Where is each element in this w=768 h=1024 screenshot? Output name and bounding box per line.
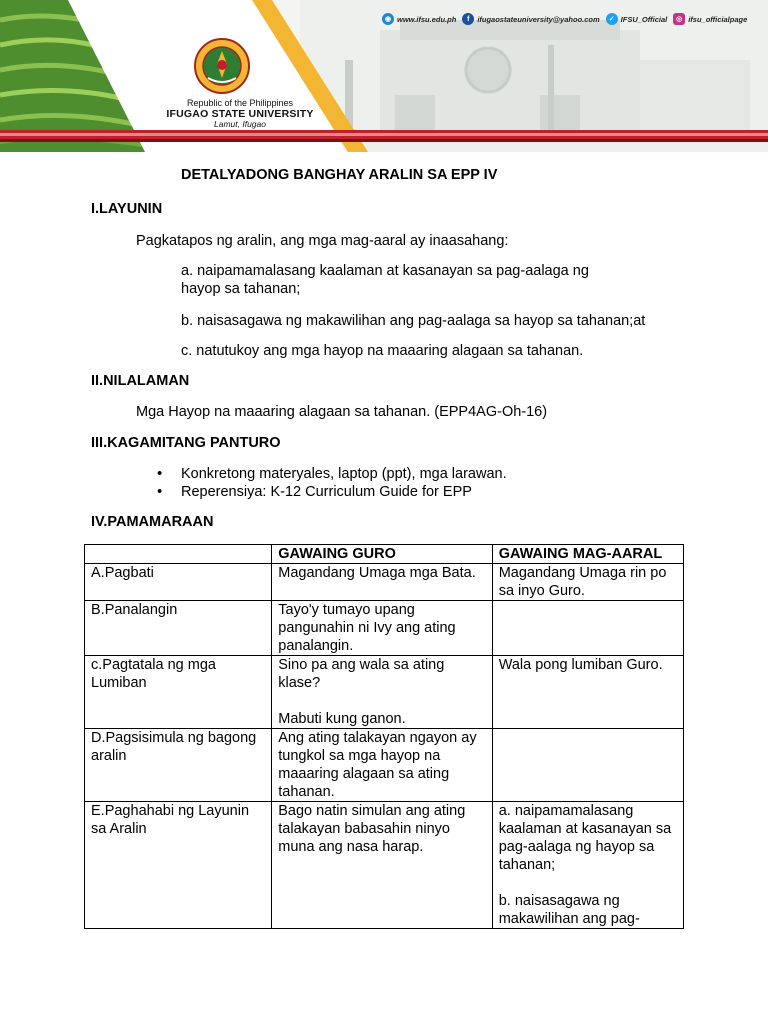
mag-aaral-cell: Wala pong lumiban Guro. bbox=[492, 656, 683, 729]
guro-cell: Ang ating talakayan ngayon ay tungkol sa mga hayop na maaaring alagaan sa ating tahanan. bbox=[272, 729, 492, 802]
email-text: ifugaostateuniversity@yahoo.com bbox=[477, 14, 600, 24]
republic-label: Republic of the Philippines bbox=[186, 98, 294, 108]
step-cell: B.Panalangin bbox=[85, 601, 272, 656]
instagram-text: ifsu_officialpage bbox=[688, 14, 748, 24]
section-pamamaraan-heading: IV.PAMAMARAAN bbox=[91, 514, 214, 530]
header-cell-guro: GAWAING GURO bbox=[272, 545, 492, 564]
list-item: • Reperensiya: K-12 Curriculum Guide for EPP bbox=[157, 483, 507, 501]
header-cell-mag-aaral: GAWAING MAG-AARAL bbox=[492, 545, 683, 564]
mag-aaral-cell: Magandang Umaga rin po sa inyo Guro. bbox=[492, 564, 683, 601]
twitter-icon: ✓ bbox=[606, 13, 618, 25]
table-row bbox=[85, 564, 684, 601]
university-name: IFUGAO STATE UNIVERSITY bbox=[166, 108, 314, 121]
document-title: DETALYADONG BANGHAY ARALIN SA EPP IV bbox=[181, 167, 498, 183]
contact-bar bbox=[382, 13, 753, 25]
step-cell: E.Paghahabi ng Layunin sa Aralin bbox=[85, 802, 272, 929]
website-text: www.ifsu.edu.ph bbox=[397, 14, 457, 24]
kagamitan-list bbox=[157, 465, 507, 501]
step-cell: A.Pagbati bbox=[85, 564, 272, 601]
section-kagamitan-heading: III.KAGAMITANG PANTURO bbox=[91, 435, 281, 451]
layunin-item-b: b. naisasagawa ng makawilihan ang pag-aalaga sa hayop sa tahanan;at bbox=[181, 313, 646, 329]
section-layunin-heading: I.LAYUNIN bbox=[91, 201, 163, 217]
mag-aaral-cell bbox=[492, 601, 683, 656]
mag-aaral-cell bbox=[492, 729, 683, 802]
step-cell: D.Pagsisimula ng bagong aralin bbox=[85, 729, 272, 802]
table-row bbox=[85, 729, 684, 802]
guro-cell: Sino pa ang wala sa ating klase? Mabuti kung ganon. bbox=[272, 656, 492, 729]
table-row bbox=[85, 656, 684, 729]
contact-website[interactable] bbox=[382, 13, 456, 25]
list-item: • Konkretong materyales, laptop (ppt), mga larawan. bbox=[157, 465, 507, 483]
table-row bbox=[85, 802, 684, 929]
layunin-intro: Pagkatapos ng aralin, ang mga mag-aaral ay inaasahang: bbox=[136, 233, 509, 249]
guro-cell: Bago natin simulan ang ating talakayan babasahin ninyo muna ang nasa harap. bbox=[272, 802, 492, 929]
guro-cell: Magandang Umaga mga Bata. bbox=[272, 564, 492, 601]
header-cell-empty bbox=[85, 545, 272, 564]
mag-aaral-cell: a. naipamamalasang kaalaman at kasanayan sa pag-aalaga ng hayop sa tahanan; b. naisasagawa ng makawilihan ang pag- bbox=[492, 802, 683, 929]
procedure-table bbox=[84, 544, 684, 929]
section-nilalaman-heading: II.NILALAMAN bbox=[91, 373, 190, 389]
step-cell: c.Pagtatala ng mga Lumiban bbox=[85, 656, 272, 729]
university-location: Lamut, Ifugao bbox=[214, 119, 266, 130]
table-header-row bbox=[85, 545, 684, 564]
university-identity bbox=[150, 98, 330, 130]
twitter-text: IFSU_Official bbox=[620, 14, 668, 24]
facebook-icon: f bbox=[462, 13, 474, 25]
contact-twitter[interactable] bbox=[606, 13, 668, 25]
contact-instagram[interactable] bbox=[673, 13, 747, 25]
guro-cell: Tayo'y tumayo upang pangunahin ni Ivy ang ating panalangin. bbox=[272, 601, 492, 656]
nilalaman-text: Mga Hayop na maaaring alagaan sa tahanan. (EPP4AG-Oh-16) bbox=[136, 404, 548, 420]
table-row bbox=[85, 601, 684, 656]
header-banner bbox=[0, 0, 768, 152]
university-seal-icon bbox=[190, 38, 254, 94]
instagram-icon: ◎ bbox=[673, 13, 685, 25]
layunin-item-c: c. natutukoy ang mga hayop na maaaring alagaan sa tahanan. bbox=[181, 343, 584, 359]
layunin-item-a: a. naipamamalasang kaalaman at kasanayan sa pag-aalaga ng hayop sa tahanan; bbox=[181, 263, 589, 297]
globe-icon: ◉ bbox=[382, 13, 394, 25]
contact-email[interactable] bbox=[462, 13, 599, 25]
